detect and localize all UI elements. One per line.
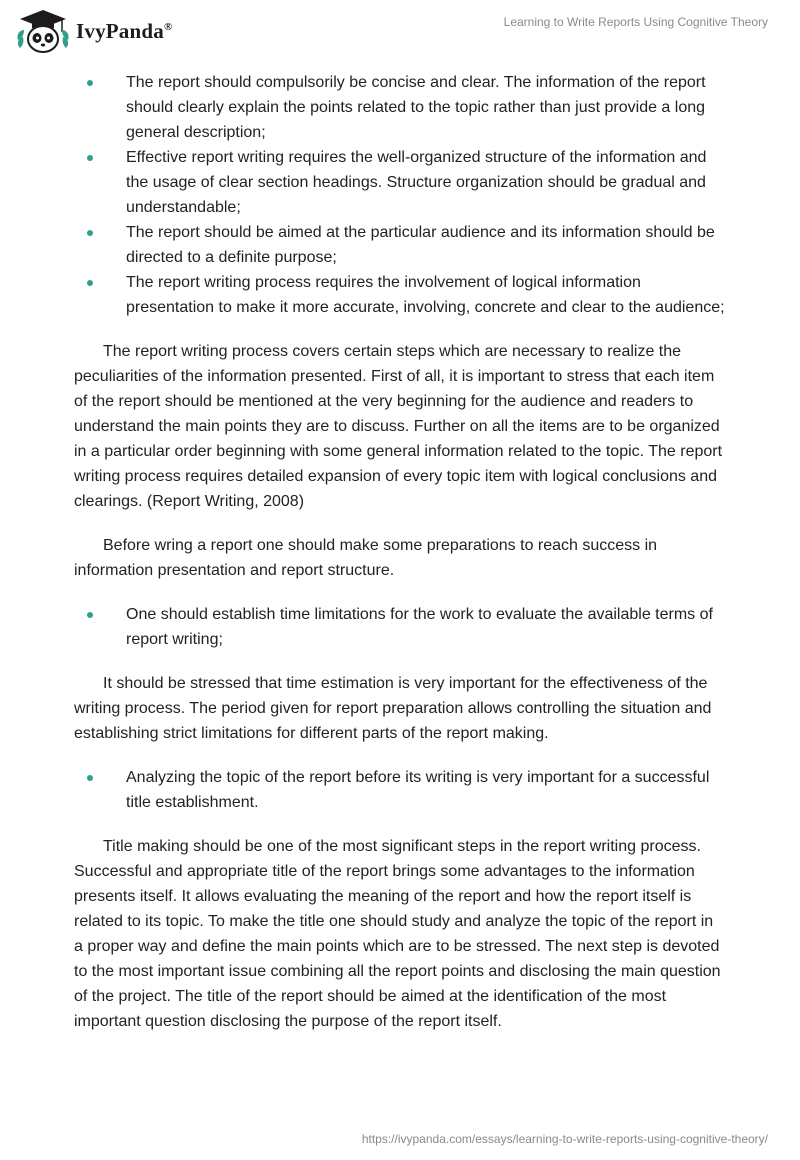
list-item bbox=[74, 145, 726, 220]
essay-paragraph: Before wring a report one should make some preparations to reach success in information presentation and report structure. bbox=[74, 537, 658, 579]
essay-paragraph: The report writing process covers certain steps which are necessary to realize the peculiarities of the information presented. First of all, it is important to stress that each item of the report should be mentioned at the very beginning for the audience and readers to understand the main points they are to discuss. Further on all the items are to be organized in a particular order beginning with some general information related to the topic. The report writing process requires detailed expansion of every topic item with logical conclusions and clearings. (Report Writing, 2008) bbox=[74, 343, 723, 510]
bullet-dot-icon bbox=[87, 155, 93, 161]
panda-graduate-icon bbox=[14, 8, 72, 54]
list-item-text: The report should compulsorily be concise and clear. The information of the report should clearly explain the points related to the topic rather than just provide a long general description; bbox=[126, 74, 706, 141]
bullet-dot-icon bbox=[87, 230, 93, 236]
document-title: Learning to Write Reports Using Cognitive Theory bbox=[503, 15, 768, 29]
logo-wordmark: IvyPanda® bbox=[76, 18, 173, 43]
essay-paragraph: It should be stressed that time estimation is very important for the effectiveness of the writing process. The period given for report preparation allows controlling the situation and establishing strict limitations for different parts of the report making. bbox=[74, 675, 712, 742]
list-item-text: The report writing process requires the involvement of logical information presentation to make it more accurate, involving, concrete and clear to the audience; bbox=[126, 274, 725, 316]
list-item bbox=[74, 765, 726, 815]
list-item bbox=[74, 602, 726, 652]
list-item-text: One should establish time limitations for the work to evaluate the available terms of report writing; bbox=[126, 606, 713, 648]
list-item-text: The report should be aimed at the particular audience and its information should be directed to a definite purpose; bbox=[126, 224, 715, 266]
page-header bbox=[0, 0, 800, 60]
list-item-text: Effective report writing requires the well-organized structure of the information and the usage of clear section headings. Structure organization should be gradual and understandable; bbox=[126, 149, 707, 216]
list-item bbox=[74, 270, 726, 320]
bullet-dot-icon bbox=[87, 612, 93, 618]
bullet-list bbox=[74, 602, 726, 652]
essay-body bbox=[74, 70, 726, 1053]
bullet-list bbox=[74, 70, 726, 320]
bullet-dot-icon bbox=[87, 80, 93, 86]
source-url[interactable]: https://ivypanda.com/essays/learning-to-write-reports-using-cognitive-theory/ bbox=[361, 1132, 768, 1146]
list-item bbox=[74, 70, 726, 145]
bullet-list bbox=[74, 765, 726, 815]
ivypanda-logo[interactable] bbox=[14, 8, 172, 54]
bullet-dot-icon bbox=[87, 280, 93, 286]
bullet-dot-icon bbox=[87, 775, 93, 781]
list-item bbox=[74, 220, 726, 270]
list-item-text: Analyzing the topic of the report before its writing is very important for a successful title establishment. bbox=[126, 769, 710, 811]
essay-paragraph: Title making should be one of the most significant steps in the report writing process. Successful and appropriate title of the report brings some advantages to the information presents itself. It allows evaluating the meaning of the report and how the report itself is related to its topic. To make the title one should study and analyze the topic of the report in a proper way and define the main points which are to be stressed. The next step is devoted to the most important issue combining all the report points and disclosing the main question of the project. The title of the report should be aimed at the identification of the most important question disclosing the purpose of the report itself. bbox=[74, 838, 721, 1030]
